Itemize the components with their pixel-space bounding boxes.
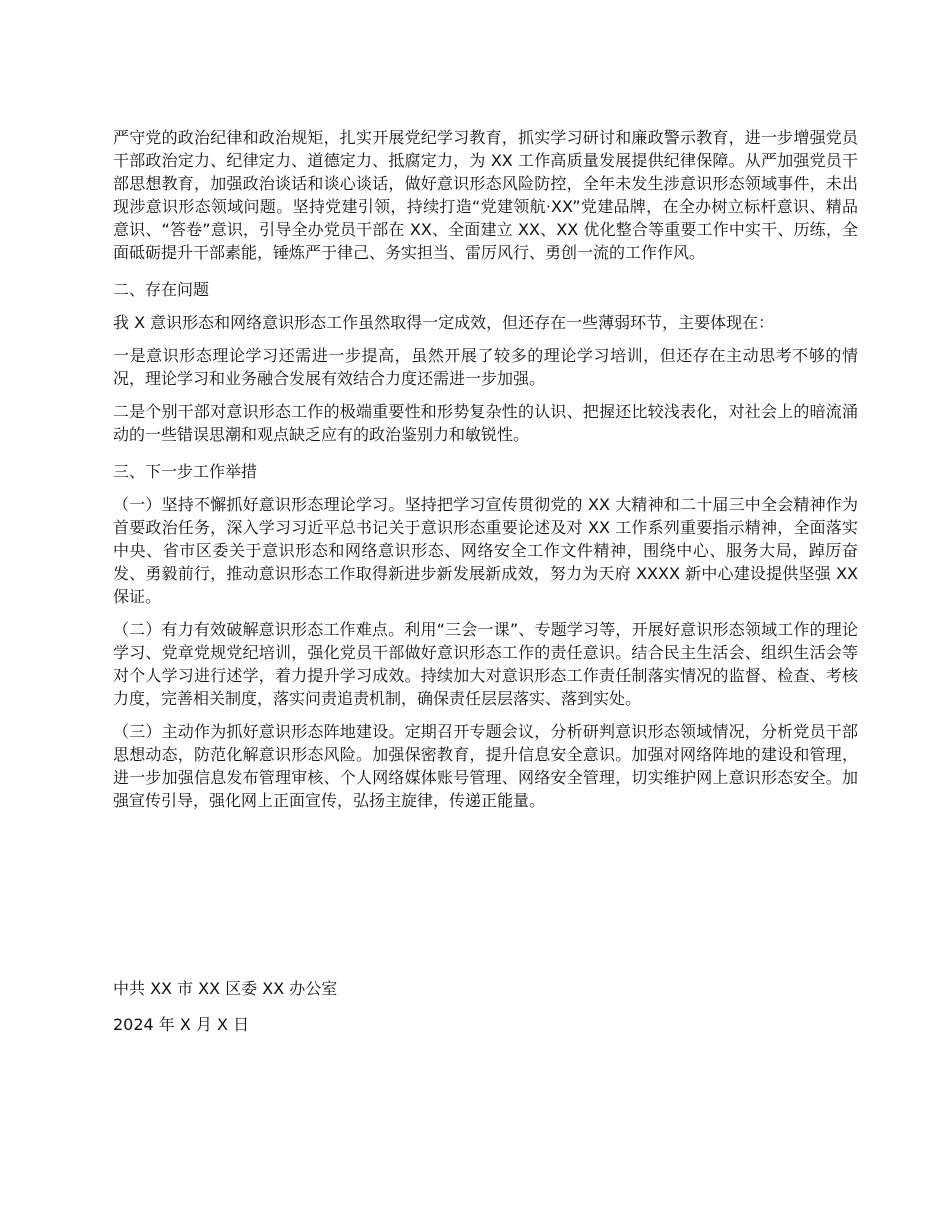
- signature-organization: 中共 XX 市 XX 区委 XX 办公室: [113, 979, 338, 998]
- signature-date: 2024 年 X 月 X 日: [113, 1015, 250, 1034]
- paragraph-problem-two: 二是个别干部对意识形态工作的极端重要性和形势复杂性的认识、把握还比较浅表化，对社会上的暗流涌动的一些错误思潮和观点缺乏应有的政治鉴别力和敏锐性。: [113, 402, 858, 444]
- paragraph-measure-two: （二）有力有效破解意识形态工作难点。利用“三会一课”、专题学习等，开展好意识形态领域工作的理论学习、党章党规党纪培训，强化党员干部做好意识形态工作的责任意识。结合民主生活会、组织生活会等对个人学习进行述学，着力提升学习成效。持续加大对意识形态工作责任制落实情况的监督、检查、考核力度，完善相关制度，落实问责追责机制，确保责任层层落实、落到实处。: [113, 620, 858, 708]
- paragraph-problems-intro: 我 X 意识形态和网络意识形态工作虽然取得一定成效，但还存在一些薄弱环节，主要体现在：: [113, 313, 775, 332]
- paragraph-measure-three: （三）主动作为抓好意识形态阵地建设。定期召开专题会议，分析研判意识形态领域情况，分析党员干部思想动态，防范化解意识形态风险。加强保密教育，提升信息安全意识。加强对网络阵地的建设和管理，进一步加强信息发布管理审核、个人网络媒体账号管理、网络安全管理，切实维护网上意识形态安全。加强宣传引导，强化网上正面宣传，弘扬主旋律，传递正能量。: [113, 722, 858, 810]
- signature-block: [113, 977, 337, 1049]
- paragraph-party-discipline: 严守党的政治纪律和政治规矩，扎实开展党纪学习教育，抓实学习研讨和廉政警示教育，进一步增强党员干部政治定力、纪律定力、道德定力、抵腐定力，为 XX 工作高质量发展提供纪律保障。从严加强党员干部思想教育，加强政治谈话和谈心谈话，做好意识形态风险防控，全年未发生涉意识形态领域事件，未出现涉意识形态领域问题。坚持党建引领，持续打造“党建领航·XX”党建品牌，在全办树立标杆意识、精品意识、“答卷”意识，引导全办党员干部在 XX、全面建立 XX、XX 优化整合等重要工作中实干、历练，全面砥砺提升干部素能，锤炼严于律己、务实担当、雷厉风行、勇创一流的工作作风。: [113, 128, 858, 262]
- paragraph-measure-one: （一）坚持不懈抓好意识形态理论学习。坚持把学习宣传贯彻党的 XX 大精神和二十届三中全会精神作为首要政治任务，深入学习习近平总书记关于意识形态重要论述及对 XX 工作系列重要指示精神，全面落实中央、省市区委关于意识形态和网络意识形态、网络安全工作文件精神，围绕中心、服务大局，踔厉奋发、勇毅前行，推动意识形态工作取得新进步新发展新成效，努力为天府 XXXX 新中心建设提供坚强 XX 保证。: [113, 495, 858, 606]
- section-heading-problems: 二、存在问题: [113, 280, 210, 299]
- document-body: [113, 126, 858, 822]
- section-heading-next-steps: 三、下一步工作举措: [113, 462, 258, 481]
- paragraph-problem-one: 一是意识形态理论学习还需进一步提高，虽然开展了较多的理论学习培训，但还存在主动思考不够的情况，理论学习和业务融合发展有效结合力度还需进一步加强。: [113, 346, 858, 388]
